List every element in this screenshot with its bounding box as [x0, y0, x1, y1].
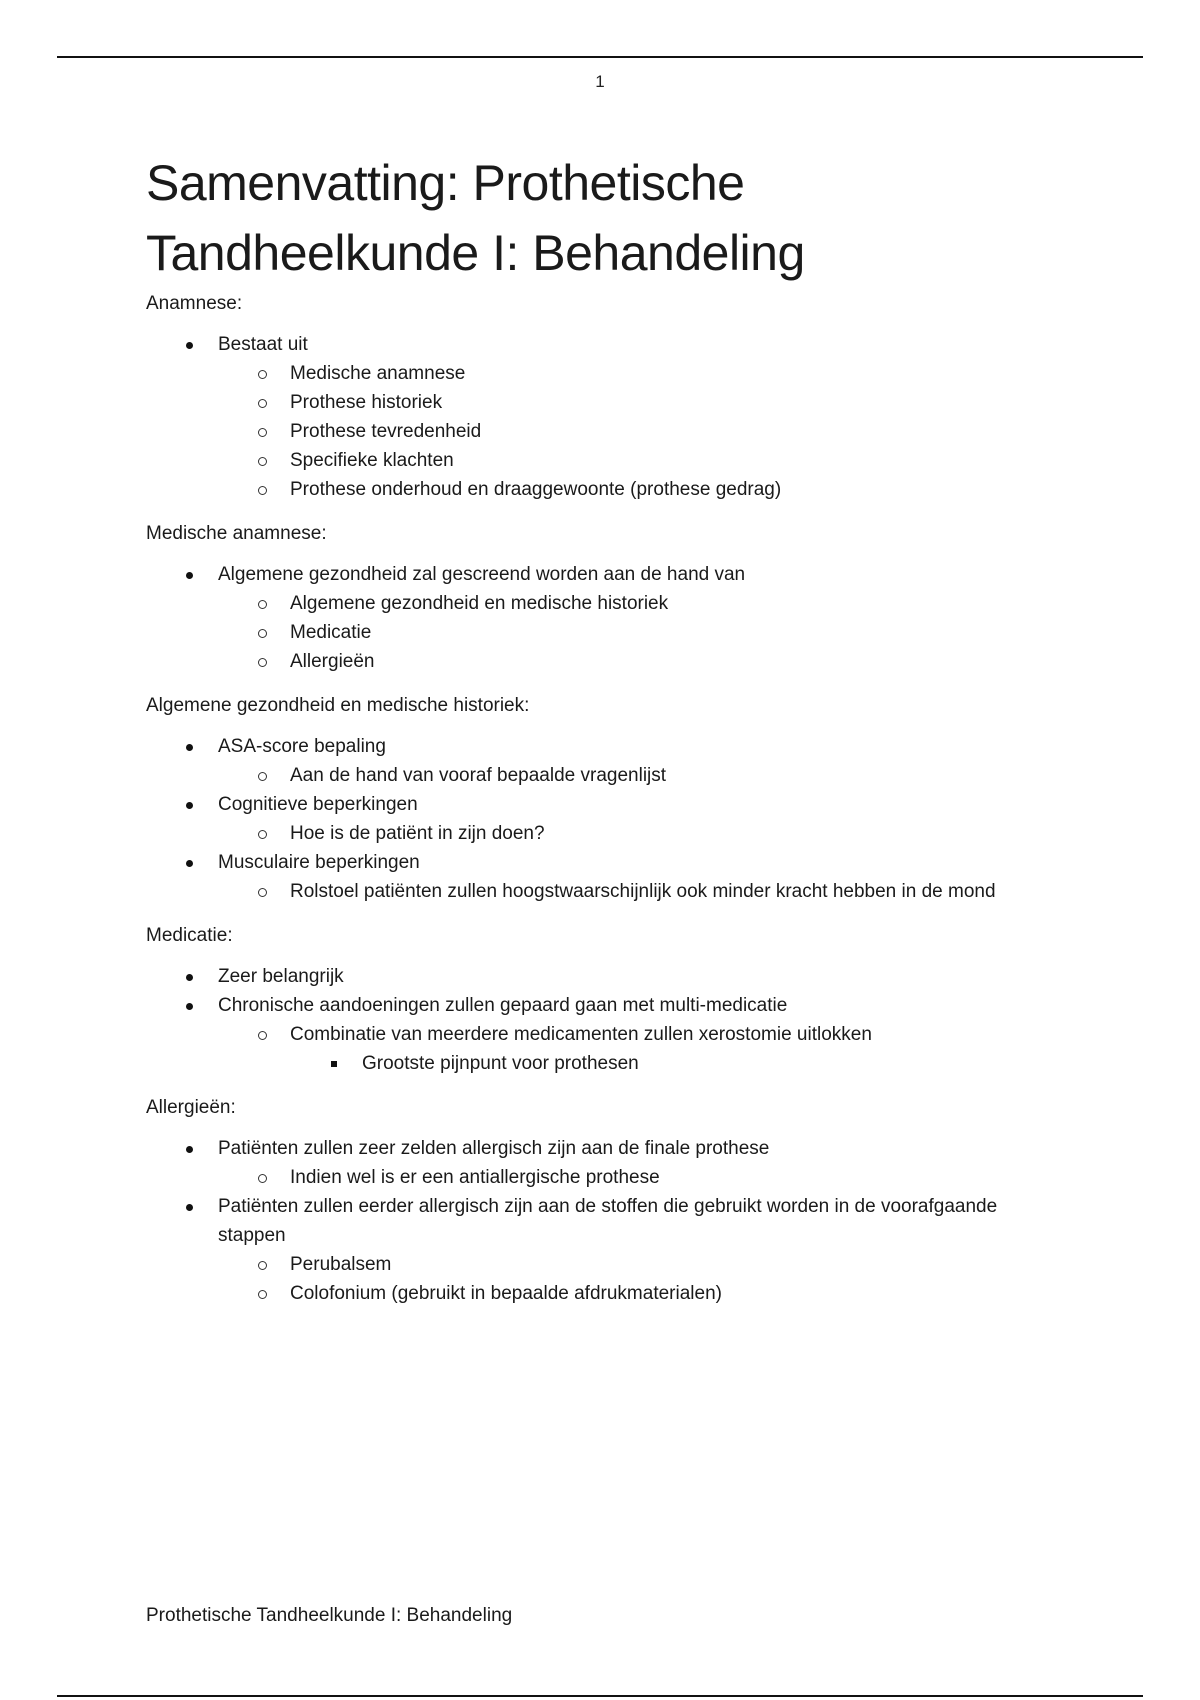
list-item: Prothese onderhoud en draaggewoonte (prothese gedrag) — [218, 475, 1106, 504]
section-heading-medicatie: Medicatie: — [146, 925, 233, 946]
list-item: Cognitieve beperkingen Hoe is de patiënt in zijn doen? — [146, 790, 1106, 848]
list-item: Grootste pijnpunt voor prothesen — [290, 1049, 1106, 1078]
list-item: Allergieën — [218, 647, 1106, 676]
footer-rule — [57, 1695, 1143, 1697]
list-item: ASA-score bepaling Aan de hand van vooraf bepaalde vragenlijst — [146, 732, 1106, 790]
section-heading-medische-anamnese: Medische anamnese: — [146, 523, 327, 544]
list-item: Combinatie van meerdere medicamenten zullen xerostomie uitlokken Grootste pijnpunt voor prothesen — [218, 1020, 1106, 1078]
list-item: Bestaat uit Medische anamnese Prothese historiek Prothese tevredenheid Specifieke klachten Prothese onderhoud en draaggewoonte (prothese gedrag) — [146, 330, 1106, 504]
list-algemene-gezondheid — [146, 732, 1106, 906]
list-item: Medicatie — [218, 618, 1106, 647]
list-item: Musculaire beperkingen Rolstoel patiënten zullen hoogstwaarschijnlijk ook minder kracht hebben in de mond — [146, 848, 1106, 906]
page-footer: Prothetische Tandheelkunde I: Behandeling — [146, 1605, 513, 1626]
list-item: Specifieke klachten — [218, 446, 1106, 475]
document-title: Samenvatting: Prothetische Tandheelkunde I: Behandeling — [146, 155, 805, 281]
list-item: Prothese historiek — [218, 388, 1106, 417]
header-rule — [57, 56, 1143, 58]
list-item: Perubalsem — [218, 1250, 1018, 1279]
document-body — [146, 148, 1106, 1324]
list-item: Medische anamnese — [218, 359, 1106, 388]
list-item: Algemene gezondheid zal gescreend worden aan de hand van Algemene gezondheid en medische historiek Medicatie Allergieën — [146, 560, 1106, 676]
page-number: 1 — [595, 72, 605, 91]
list-item: Chronische aandoeningen zullen gepaard gaan met multi-medicatie Combinatie van meerdere medicamenten zullen xerostomie uitlokken Grootste pijnpunt voor prothesen — [146, 991, 1106, 1078]
list-item: Prothese tevredenheid — [218, 417, 1106, 446]
list-item: Patiënten zullen zeer zelden allergisch zijn aan de finale prothese Indien wel is er een antiallergische prothese — [146, 1134, 1106, 1192]
section-heading-allergieen: Allergieën: — [146, 1097, 236, 1118]
list-medische-anamnese — [146, 560, 1106, 676]
list-medicatie — [146, 962, 1106, 1078]
list-item: Algemene gezondheid en medische historiek — [218, 589, 1106, 618]
section-heading-anamnese: Anamnese: — [146, 293, 243, 314]
list-item: Colofonium (gebruikt in bepaalde afdrukmaterialen) — [218, 1279, 1018, 1308]
list-item: Hoe is de patiënt in zijn doen? — [218, 819, 1106, 848]
section-heading-algemene-gezondheid: Algemene gezondheid en medische historiek: — [146, 695, 530, 716]
list-item: Zeer belangrijk — [146, 962, 1106, 991]
list-item: Indien wel is er een antiallergische prothese — [218, 1163, 1106, 1192]
list-item: Rolstoel patiënten zullen hoogstwaarschijnlijk ook minder kracht hebben in de mond — [218, 877, 1106, 906]
list-item: Patiënten zullen eerder allergisch zijn aan de stoffen die gebruikt worden in de voorafgaande stappen Perubalsem Colofonium (gebruikt in bepaalde afdrukmaterialen) — [146, 1192, 1018, 1308]
list-item: Aan de hand van vooraf bepaalde vragenlijst — [218, 761, 1106, 790]
list-allergieen — [146, 1134, 1106, 1308]
list-anamnese — [146, 330, 1106, 504]
